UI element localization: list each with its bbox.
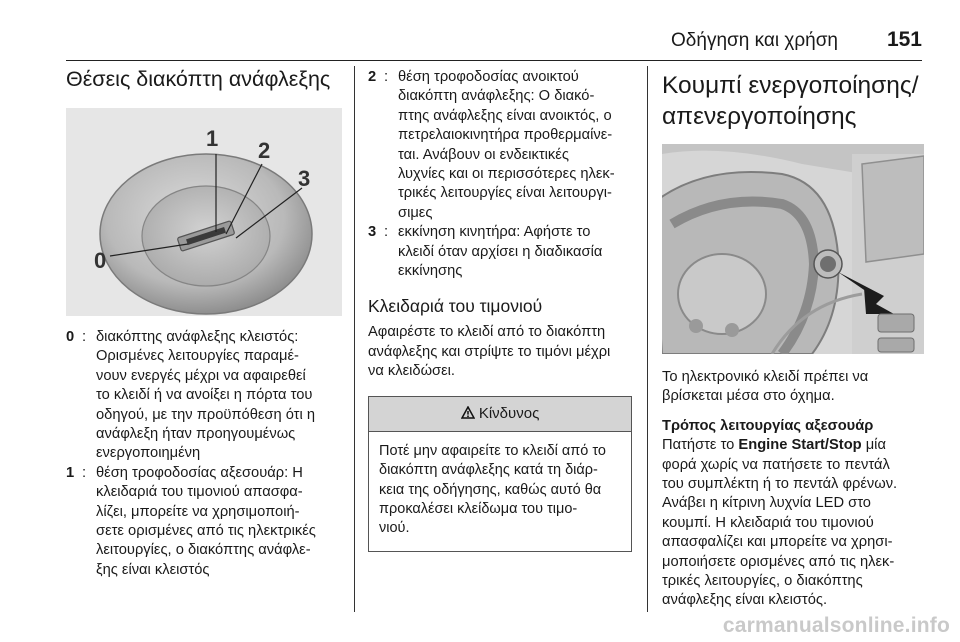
column-divider [647, 66, 648, 612]
warning-header [369, 397, 631, 432]
position-label-2: 2 [258, 138, 271, 163]
accessory-mode-heading: Τρόπος λειτουργίας αξεσουάρ [662, 417, 874, 434]
position-label-1: 1 [206, 126, 219, 151]
item-text: εκκίνηση κινητήρα: Αφήστε το κλειδί όταν αρχίσει η διαδικασία εκκίνησης [398, 224, 603, 280]
list-item: 3 : εκκίνηση κινητήρα: Αφήστε το κλειδί όταν αρχίσει η διαδικασία εκκίνησης [368, 223, 632, 281]
column-ignition-positions [66, 66, 342, 580]
ignition-switch-figure [66, 108, 342, 316]
steering-lock-heading: Κλειδαριά του τιμονιού [368, 296, 543, 317]
page-header [66, 22, 922, 61]
item-text: θέση τροφοδοσίας ανοικτού διακόπτη ανάφλεξης: Ο διακό‐ πτης ανάφλεξης είναι ανοικτός, ο πετρελαιοκινητήρα προθερμαίνε‐ ται. Ανάβουν οι ενδεικτικές λυχνίες και οι περισσότερες ηλεκ‐ τρικές λειτουργίες είναι λειτουργι‐ σιμες [398, 69, 615, 221]
list-item: 0 : διακόπτης ανάφλεξης κλειστός: Ορισμένες λειτουργίες παραμέ‐ νουν ενεργές μέχρι να αφαιρεθεί το κλειδί ή να ανοίξει η πόρτα του οδηγού, με την προϋπόθεση ότι η ανάφλεξη ήταν προηγουμένως ενεργοποιημένη [66, 328, 342, 464]
column-start-stop-button [662, 70, 924, 611]
warning-title: Κίνδυνος [478, 404, 540, 422]
page-number: 151 [886, 28, 922, 51]
section-heading: Θέσεις διακόπτη ανάφλεξης [66, 67, 331, 91]
danger-warning-box [368, 396, 632, 552]
watermark: carmanualsonline.info [722, 614, 950, 637]
position-label-0: 0 [94, 248, 107, 273]
warning-text: Ποτέ μην αφαιρείτε το κλειδί από το διακόπτη ανάφλεξης κατά τη διάρ‐ κεια της οδήγησης, καθώς αυτό θα προκαλέσει κλείδωμα του τιμο‐ νιού. [379, 442, 606, 537]
column-positions-and-steering-lock [368, 68, 632, 552]
intro-text: Το ηλεκτρονικό κλειδί πρέπει να βρίσκεται μέσα στο όχημα. [662, 369, 869, 405]
item-key: 1 [66, 464, 75, 481]
ignition-switch-illustration [66, 108, 342, 316]
section-heading: Κουμπί ενεργοποίησης/ απενεργοποίησης [662, 72, 919, 130]
steering-lock-text: Αφαιρέστε το κλειδί από το διακόπτη ανάφλεξης και στρίψτε το τιμόνι μέχρι να κλειδώσει. [368, 324, 611, 380]
warning-triangle-icon [461, 406, 475, 419]
dashboard-illustration [662, 144, 924, 354]
column-divider [354, 66, 355, 612]
list-item: 1 : θέση τροφοδοσίας αξεσουάρ: Η κλειδαριά του τιμονιού απασφα‐ λίζει, μπορείτε να χρησιμοποιή‐ σετε ορισμένες από τις ηλεκτρικές λειτουργίες, ο διακόπτης ανάφλε‐ ξης είναι κλειστός [66, 464, 342, 580]
engine-start-stop-label: Engine Start/Stop [738, 437, 862, 454]
item-text: διακόπτης ανάφλεξης κλειστός: Ορισμένες λειτουργίες παραμέ‐ νουν ενεργές μέχρι να αφαιρεθεί το κλειδί ή να ανοίξει η πόρτα του οδηγού, με την προϋπόθεση ότι η ανάφλεξη ήταν προηγουμένως ενεργοποιημένη [96, 329, 315, 462]
list-item: 2 : θέση τροφοδοσίας ανοικτού διακόπτη ανάφλεξης: Ο διακό‐ πτης ανάφλεξης είναι ανοικτός, ο πετρελαιοκινητήρα προθερμαίνε‐ ται. Ανάβουν οι ενδεικτικές λυχνίες και οι περισσότερες ηλεκ‐ τρικές λειτουργίες είναι λειτουργι‐ σιμες [368, 68, 632, 223]
item-key: 3 [368, 224, 377, 241]
item-text: θέση τροφοδοσίας αξεσουάρ: Η κλειδαριά του τιμονιού απασφα‐ λίζει, μπορείτε να χρησιμοποιή‐ σετε ορισμένες από τις ηλεκτρικές λειτουργίες, ο διακόπτης ανάφλε‐ ξης είναι κλειστός [96, 464, 316, 578]
start-stop-button-figure [662, 144, 924, 354]
accessory-mode-text: Πατήστε το Engine Start/Stop μία φορά χωρίς να πατήσετε το πεντάλ του συμπλέκτη ή το πεντάλ φρένων. Ανάβει η κίτρινη λυχνία LED στο κουμπί. Η κλειδαριά του τιμονιού απασφαλίζει και μπορείτε να χρησι‐ μοποιήσετε ορισμένες από τις ηλεκ‐ τρικές λειτουργίες, ο διακόπτης ανάφλεξης είναι κλειστός. [662, 437, 898, 609]
item-key: 2 [368, 69, 377, 85]
position-label-3: 3 [298, 166, 311, 191]
item-key: 0 [66, 329, 75, 345]
page-header-title: Οδήγηση και χρήση [671, 30, 838, 51]
